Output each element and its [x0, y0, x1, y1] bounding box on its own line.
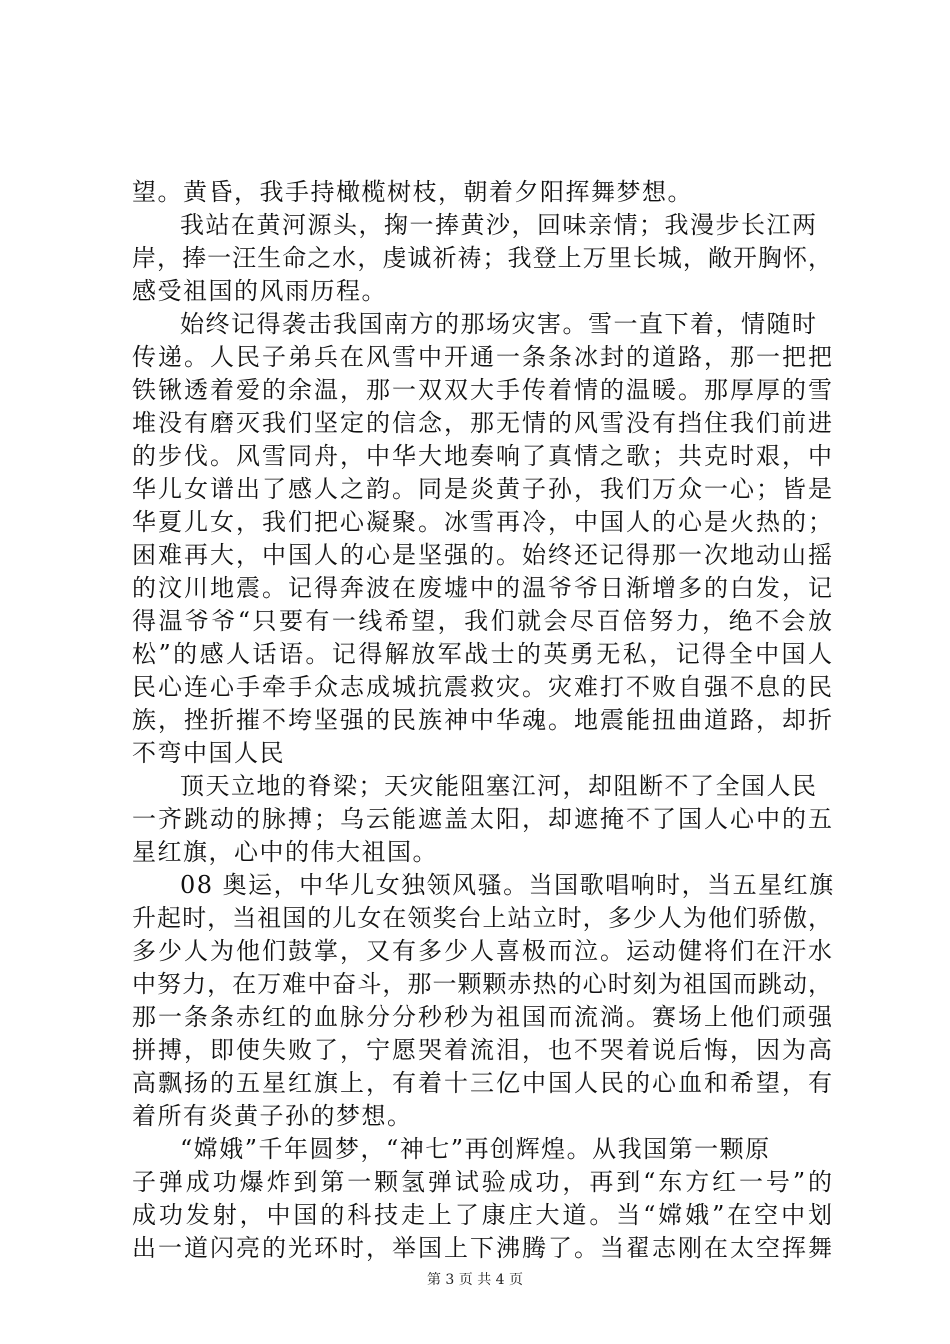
text-line: 那一条条赤红的血脉分分秒秒为祖国而流淌。赛场上他们顽强 — [132, 1003, 832, 1031]
text-line: 我站在黄河源头，掬一捧黄沙，回味亲情；我漫步长江两 — [180, 211, 818, 239]
body-text — [132, 176, 835, 1265]
text-line: 拼搏，即使失败了，宁愿哭着流泪，也不哭着说后悔，因为高 — [132, 1036, 832, 1064]
text-line: 传递。人民子弟兵在风雪中开通一条条冰封的道路，那一把把 — [132, 343, 832, 371]
text-line: 着所有炎黄子孙的梦想。 — [132, 1102, 413, 1130]
text-line: 松”的感人话语。记得解放军战士的英勇无私，记得全中国人 — [132, 640, 832, 668]
text-line: 子弹成功爆炸到第一颗氢弹试验成功，再到“东方红一号”的 — [132, 1168, 832, 1196]
text-line: 升起时，当祖国的儿女在领奖台上站立时，多少人为他们骄傲， — [132, 904, 832, 932]
text-line: 星红旗，心中的伟大祖国。 — [132, 838, 438, 866]
text-line: 岸，捧一汪生命之水，虔诚祈祷；我登上万里长城，敞开胸怀， — [132, 244, 832, 272]
text-line: 成功发射，中国的科技走上了康庄大道。当“嫦娥”在空中划 — [132, 1201, 832, 1229]
text-line: 民心连心手牵手众志成城抗震救灾。灾难打不败自强不息的民 — [132, 673, 832, 701]
text-line: 高飘扬的五星红旗上，有着十三亿中国人民的心血和希望，有 — [132, 1069, 832, 1097]
text-line: 族，挫折摧不垮坚强的民族神中华魂。地震能扭曲道路，却折 — [132, 706, 832, 734]
text-line: 顶天立地的脊梁；天灾能阻塞江河，却阻断不了全国人民 — [180, 772, 818, 800]
text-line: 得温爷爷“只要有一线希望，我们就会尽百倍努力，绝不会放 — [132, 607, 832, 635]
text-line: 多少人为他们鼓掌，又有多少人喜极而泣。运动健将们在汗水 — [132, 937, 832, 965]
page-number-footer: 第 3 页 共 4 页 — [426, 1272, 524, 1288]
text-line: “嫦娥”千年圆梦，“神七”再创辉煌。从我国第一颗原 — [180, 1135, 771, 1163]
text-line: 感受祖国的风雨历程。 — [132, 277, 387, 305]
text-line: 一齐跳动的脉搏；乌云能遮盖太阳，却遮掩不了国人心中的五 — [132, 805, 832, 833]
text-line: 出一道闪亮的光环时，举国上下沸腾了。当翟志刚在太空挥舞 — [132, 1234, 832, 1262]
text-line: 困难再大，中国人的心是坚强的。始终还记得那一次地动山摇 — [132, 541, 832, 569]
text-line: 始终记得袭击我国南方的那场灾害。雪一直下着，情随时 — [180, 310, 818, 338]
text-line: 的步伐。风雪同舟，中华大地奏响了真情之歌；共克时艰，中 — [132, 442, 832, 470]
text-line: 铁锹透着爱的余温，那一双双大手传着情的温暖。那厚厚的雪 — [132, 376, 832, 404]
text-line: 的汶川地震。记得奔波在废墟中的温爷爷日渐增多的白发，记 — [132, 574, 832, 602]
text-line: 望。黄昏，我手持橄榄树枝，朝着夕阳挥舞梦想。 — [132, 178, 693, 206]
text-line: 08 奥运，中华儿女独领风骚。当国歌唱响时，当五星红旗 — [180, 871, 835, 899]
text-line: 不弯中国人民 — [132, 739, 285, 767]
text-line: 华夏儿女，我们把心凝聚。冰雪再冷，中国人的心是火热的； — [132, 508, 832, 536]
text-line: 中努力，在万难中奋斗，那一颗颗赤热的心时刻为祖国而跳动， — [132, 970, 832, 998]
text-line: 堆没有磨灭我们坚定的信念，那无情的风雪没有挡住我们前进 — [132, 409, 832, 437]
text-line: 华儿女谱出了感人之韵。同是炎黄子孙，我们万众一心；皆是 — [132, 475, 832, 503]
